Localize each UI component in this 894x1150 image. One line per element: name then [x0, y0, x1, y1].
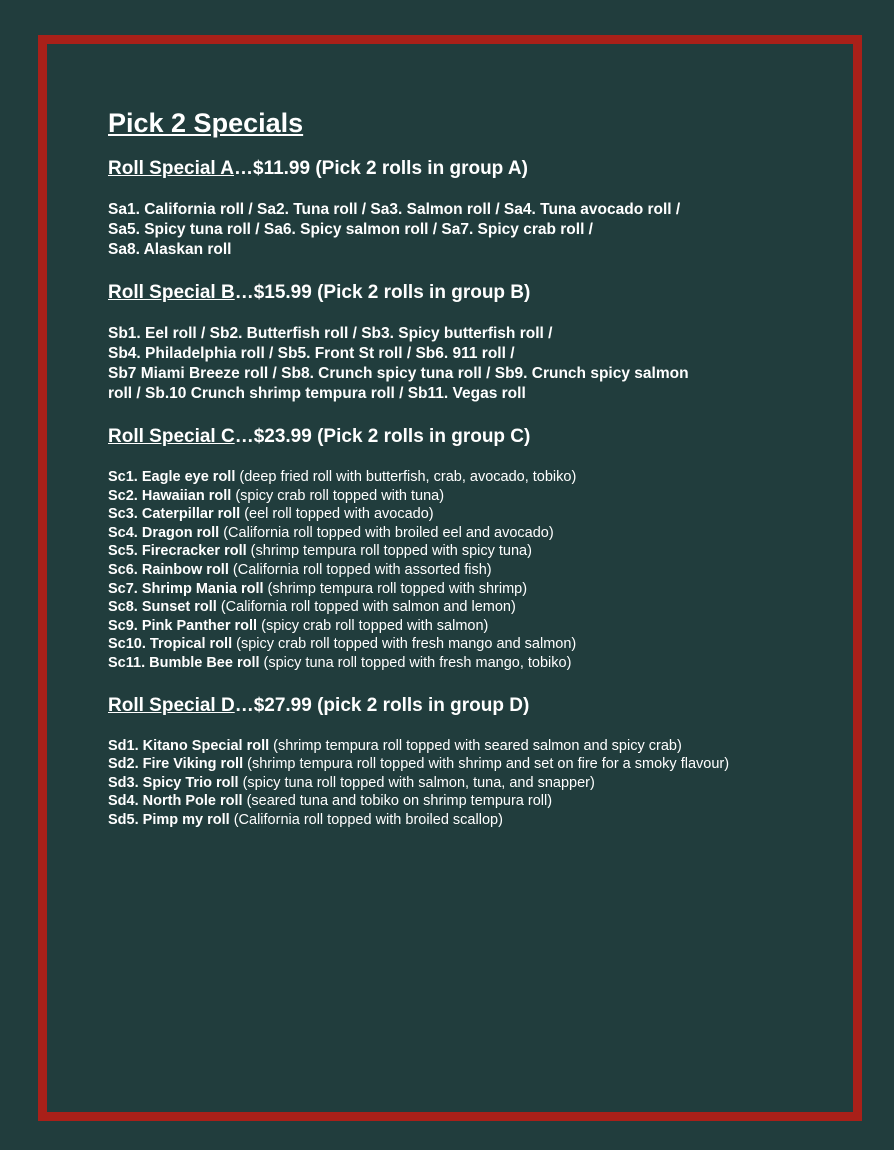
item-code: Sd3.: [108, 774, 143, 791]
section-roll-special-d: [108, 693, 808, 830]
list-item: [108, 654, 808, 673]
item-description: (spicy crab roll topped with salmon): [257, 617, 489, 634]
section-roll-special-b: [108, 280, 808, 404]
item-description: (shrimp tempura roll topped with spicy tuna): [246, 543, 532, 560]
section-heading-d: [108, 693, 808, 719]
item-code: Sc8.: [108, 599, 142, 616]
roll-list-line: Sb1. Eel roll / Sb2. Butterfish roll / Sb3. Spicy butterfish roll /: [108, 325, 553, 342]
item-description: (spicy crab roll topped with fresh mango and salmon): [232, 636, 577, 653]
section-price: …$15.99: [234, 282, 312, 303]
item-name: Hawaiian roll: [141, 487, 232, 504]
item-code: Sd2.: [108, 756, 143, 773]
section-name: Roll Special D: [108, 694, 235, 716]
item-name: North Pole roll: [142, 793, 243, 810]
item-description: (shrimp tempura roll topped with shrimp): [263, 580, 528, 597]
list-item: [108, 811, 808, 830]
roll-list-d: [108, 737, 808, 830]
item-code: Sc4.: [108, 524, 142, 541]
list-item: [108, 542, 808, 561]
section-heading-c: [108, 424, 808, 450]
item-name: Kitano Special roll: [142, 737, 270, 754]
item-code: Sd5.: [108, 811, 143, 828]
list-item: [108, 598, 808, 617]
section-heading-b: [108, 280, 808, 306]
roll-list-line: Sb7 Miami Breeze roll / Sb8. Crunch spicy tuna roll / Sb9. Crunch spicy salmon: [108, 365, 689, 382]
item-code: Sc1.: [108, 469, 142, 485]
roll-list-b: [108, 324, 808, 404]
item-description: (shrimp tempura roll topped with shrimp and set on fire for a smoky flavour): [243, 756, 730, 773]
section-price: …$27.99: [234, 694, 312, 716]
item-name: Shrimp Mania roll: [141, 580, 264, 597]
roll-list-line: Sa8. Alaskan roll: [108, 241, 232, 258]
roll-list-c: [108, 468, 808, 673]
item-code: Sc9.: [108, 617, 142, 634]
item-name: Rainbow roll: [141, 561, 229, 578]
item-name: Firecracker roll: [141, 543, 247, 560]
list-item: [108, 580, 808, 599]
item-description: (California roll topped with broiled eel and avocado): [219, 524, 554, 541]
list-item: [108, 524, 808, 543]
section-name: Roll Special B: [108, 282, 235, 303]
section-name: Roll Special C: [108, 426, 235, 447]
section-roll-special-a: [108, 156, 808, 260]
item-name: Tropical roll: [149, 636, 233, 653]
item-name: Caterpillar roll: [141, 506, 241, 523]
item-description: (California roll topped with broiled scallop): [229, 811, 503, 828]
section-note: (Pick 2 rolls in group C): [311, 426, 531, 447]
section-roll-special-c: [108, 424, 808, 673]
item-name: Eagle eye roll: [141, 469, 236, 485]
item-name: Pink Panther roll: [141, 617, 258, 634]
item-code: Sc11.: [108, 654, 150, 671]
item-code: Sc6.: [108, 561, 142, 578]
item-name: Spicy Trio roll: [142, 774, 239, 791]
item-description: (seared tuna and tobiko on shrimp tempura roll): [242, 793, 553, 810]
list-item: [108, 737, 808, 756]
item-code: Sc3.: [108, 506, 142, 523]
list-item: [108, 505, 808, 524]
list-item: [108, 755, 808, 774]
section-note: (Pick 2 rolls in group A): [310, 158, 528, 179]
roll-list-line: Sa5. Spicy tuna roll / Sa6. Spicy salmon roll / Sa7. Spicy crab roll /: [108, 221, 593, 238]
section-note: (Pick 2 rolls in group B): [311, 282, 531, 303]
list-item: [108, 468, 808, 487]
section-price: …$11.99: [234, 158, 311, 179]
item-description: (California roll topped with salmon and lemon): [216, 599, 516, 616]
list-item: [108, 487, 808, 506]
item-code: Sd1.: [108, 737, 143, 754]
roll-list-a: [108, 200, 808, 260]
roll-list-line: roll / Sb.10 Crunch shrimp tempura roll / Sb11. Vegas roll: [108, 385, 526, 402]
item-name: Bumble Bee roll: [149, 654, 260, 671]
section-heading-a: [108, 156, 808, 182]
item-description: (shrimp tempura roll topped with seared salmon and spicy crab): [269, 737, 682, 754]
roll-list-line: Sb4. Philadelphia roll / Sb5. Front St roll / Sb6. 911 roll /: [108, 345, 515, 362]
list-item: [108, 635, 808, 654]
item-name: Dragon roll: [141, 524, 220, 541]
item-code: Sc2.: [108, 487, 142, 504]
list-item: [108, 617, 808, 636]
page-title: Pick 2 Specials: [108, 108, 304, 138]
item-description: (spicy crab roll topped with tuna): [231, 487, 445, 504]
item-description: (deep fried roll with butterfish, crab, avocado, tobiko): [235, 469, 577, 485]
item-name: Pimp my roll: [142, 811, 230, 828]
item-description: (spicy tuna roll topped with salmon, tuna, and snapper): [238, 774, 595, 791]
section-note: (pick 2 rolls in group D): [311, 694, 530, 716]
list-item: [108, 774, 808, 793]
menu-content: [108, 104, 808, 850]
item-code: Sc5.: [108, 543, 142, 560]
item-code: Sc10.: [108, 636, 150, 653]
item-description: (California roll topped with assorted fish): [228, 561, 492, 578]
item-code: Sd4.: [108, 793, 143, 810]
item-code: Sc7.: [108, 580, 142, 597]
section-name: Roll Special A: [108, 158, 234, 179]
item-description: (spicy tuna roll topped with fresh mango, tobiko): [259, 654, 572, 671]
roll-list-line: Sa1. California roll / Sa2. Tuna roll / Sa3. Salmon roll / Sa4. Tuna avocado roll /: [108, 201, 681, 218]
item-name: Sunset roll: [141, 599, 217, 616]
item-name: Fire Viking roll: [142, 756, 244, 773]
item-description: (eel roll topped with avocado): [240, 506, 434, 523]
section-price: …$23.99: [234, 426, 312, 447]
list-item: [108, 792, 808, 811]
list-item: [108, 561, 808, 580]
